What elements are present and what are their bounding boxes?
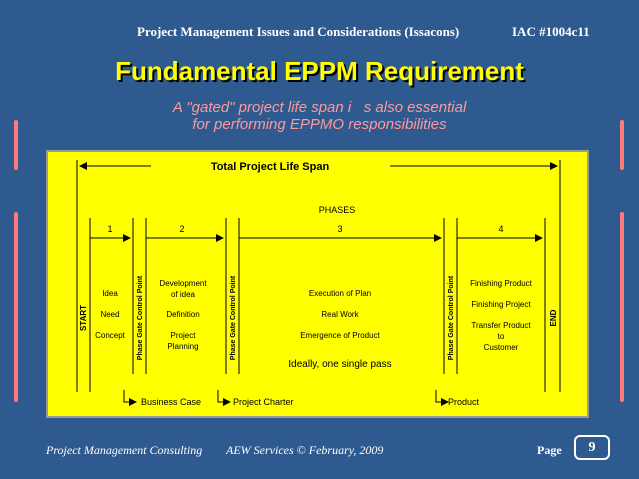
phase-1-item-idea: Idea — [102, 289, 118, 298]
phase-3-content — [288, 289, 391, 370]
life-span-diagram-panel — [46, 150, 589, 418]
phase-2-item-of-idea: of idea — [170, 290, 196, 299]
phase-3-item-execution: Execution of Plan — [308, 289, 372, 298]
footer-company: Project Management Consulting — [46, 443, 203, 457]
output-project-charter: Project Charter — [233, 397, 294, 407]
phase-1-item-need: Need — [100, 310, 120, 319]
footer-copyright: AEW Services © February, 2009 — [226, 443, 384, 457]
slide-title: Fundamental EPPM Requirement — [115, 56, 524, 86]
phase-gate-3-label: Phase Gate Control Point — [448, 275, 455, 361]
phase-4-item-customer: Customer — [483, 343, 519, 352]
output-product: Product — [448, 397, 480, 407]
header-title: Project Management Issues and Considerations (Issacons) — [137, 24, 460, 39]
slide-subtitle — [0, 99, 639, 133]
phase-2-item-project: Project — [170, 331, 196, 340]
phase-3-item-real-work: Real Work — [321, 310, 359, 319]
end-label: END — [549, 309, 558, 327]
phase-3-item-emergence: Emergence of Product — [300, 331, 380, 340]
output-business-case: Business Case — [141, 397, 202, 407]
project-charter-connector — [218, 390, 230, 402]
phase-number-1: 1 — [107, 224, 113, 234]
life-span-diagram — [48, 152, 587, 416]
subtitle-line-2: for performing EPPMO responsibilities — [192, 116, 447, 133]
page-label: Page — [537, 443, 562, 457]
phase-4-item-transfer-product: Transfer Product — [471, 321, 531, 330]
phase-number-2: 2 — [179, 224, 185, 234]
phase-4-item-to: to — [497, 332, 505, 341]
phase-1-item-concept: Concept — [95, 331, 125, 340]
phase-4-content — [470, 279, 533, 352]
phase-1-content — [95, 289, 126, 340]
phase-gate-1-label: Phase Gate Control Point — [137, 275, 144, 361]
phase-2-content — [159, 279, 207, 351]
phase-number-4: 4 — [498, 224, 504, 234]
right-decorative-bar-bottom — [620, 212, 624, 402]
total-span-arrow — [80, 161, 557, 173]
subtitle-line-1: A "gated" project life span i s also essential — [172, 99, 467, 116]
phase-2-item-development: Development — [159, 279, 207, 288]
phase-number-3: 3 — [337, 224, 343, 234]
product-connector — [436, 390, 448, 402]
phase-4-item-finishing-product: Finishing Product — [470, 279, 532, 288]
total-span-label: Total Project Life Span — [210, 161, 330, 173]
vertical-lines — [77, 160, 560, 392]
right-decorative-bar-top — [620, 120, 624, 170]
phase-2-item-planning: Planning — [167, 342, 199, 351]
phase-4-item-finishing-project: Finishing Project — [471, 300, 531, 309]
phase-2-item-definition: Definition — [166, 310, 200, 319]
page-number-badge: 9 — [574, 435, 610, 460]
phase-3-item-single-pass: Ideally, one single pass — [288, 359, 392, 370]
business-case-connector — [124, 390, 136, 402]
header-document-id: IAC #1004c11 — [512, 24, 590, 39]
phase-gate-2-label: Phase Gate Control Point — [230, 275, 237, 361]
left-decorative-bar-bottom — [14, 212, 18, 402]
left-decorative-bar-top — [14, 120, 18, 170]
phases-label: PHASES — [318, 205, 356, 215]
start-label: START — [79, 304, 88, 332]
